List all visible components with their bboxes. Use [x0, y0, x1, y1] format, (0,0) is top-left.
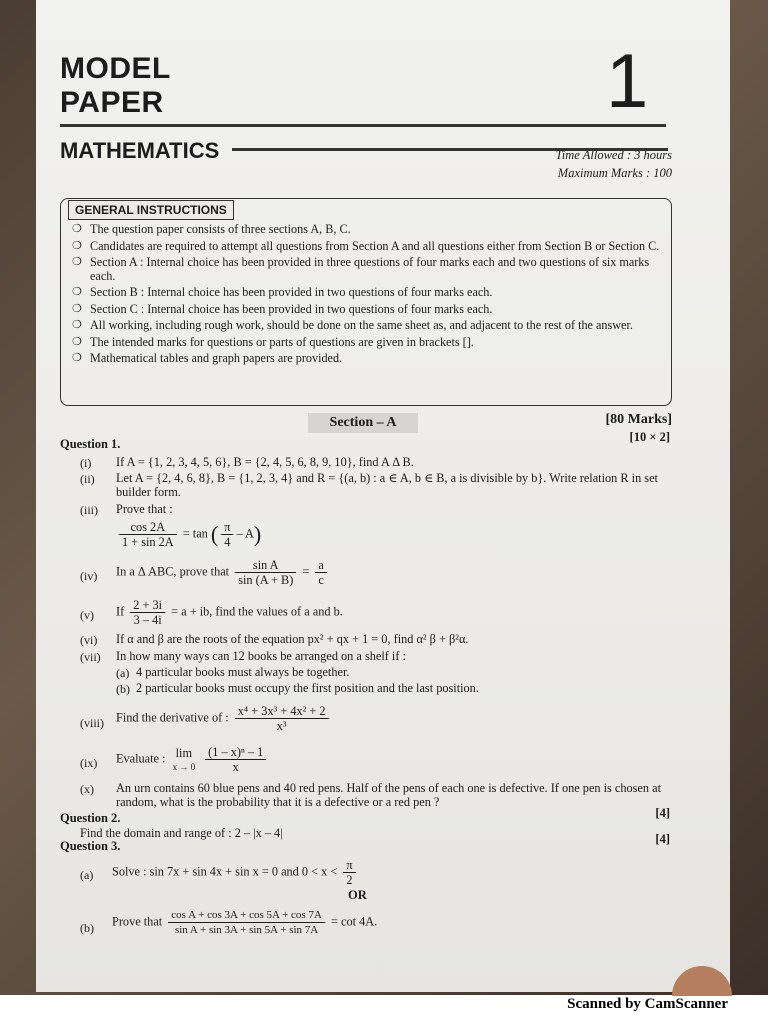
sub-part-label: (a)	[116, 666, 130, 680]
fraction: $\frac{\pi}{4}$	[221, 520, 233, 549]
q1-part-vii-a-text: 4 particular books must always be together.	[136, 665, 350, 679]
part-number: (vi)	[80, 633, 98, 647]
fraction: $\frac{\pi}{2}$	[343, 858, 355, 887]
fraction: $\frac{\text{x⁴ + 3x³ + 4x² + 2}}{\text{x³}}$	[235, 704, 329, 733]
part-number: (x)	[80, 782, 94, 796]
section-a-heading: Section – A	[308, 413, 418, 433]
title-line-1: MODEL	[60, 52, 171, 85]
paper-number: 1	[606, 39, 649, 124]
fraction: $\frac{\cos 2A}{1 + \sin 2A}$	[119, 520, 177, 549]
model-paper-title	[60, 52, 171, 120]
q1-part-vii-text: In how many ways can 12 books be arranged on a shelf if :	[116, 649, 406, 663]
part-number: (a)	[80, 868, 94, 882]
fraction: $\frac{\text{sin A}}{\sin (A + B)}$	[235, 558, 296, 587]
question-2-text: Find the domain and range of : 2 – |x – 4|	[80, 826, 283, 840]
part-number: (iv)	[80, 569, 98, 583]
instructions-list	[72, 223, 666, 369]
section-a-total-marks: [80 Marks]	[605, 412, 672, 427]
sub-part-label: (b)	[116, 682, 130, 696]
instruction-item: ❍ Section B : Internal choice has been provided in two questions of four marks each.	[72, 285, 493, 299]
limit-symbol: lim x → 0	[172, 745, 196, 772]
part-number: (ix)	[80, 756, 98, 770]
title-line-2: PAPER	[60, 86, 164, 119]
q1-part-ii-text: Let A = {2, 4, 6, 8}, B = {1, 2, 3, 4} and R = {(a, b) : a ∈ A, b ∈ B, a is divisible by b}. Write relation R in set builder form.	[116, 471, 658, 499]
part-number: (vii)	[80, 650, 101, 664]
circle-bullet-icon: ❍	[72, 239, 82, 252]
q1-part-viii-text: Find the derivative of : $\frac{\text{x⁴ + 3x³ + 4x² + 2}}{\text{x³}}$	[116, 704, 332, 733]
part-number: (v)	[80, 608, 94, 622]
section-a-marks-split: [10 × 2]	[629, 430, 670, 444]
q1-part-iv-text: In a Δ ABC, prove that $\frac{\text{sin A}}{\sin (A + B)}$ = $\frac{a}{c}$	[116, 558, 330, 587]
circle-bullet-icon: ❍	[72, 319, 82, 331]
fraction: $\frac{\text{(1 – x)ⁿ – 1}}{x}$	[205, 745, 266, 774]
instruction-item: ❍ Section C : Internal choice has been provided in two questions of four marks each.	[72, 301, 493, 316]
part-number: (ii)	[80, 472, 95, 486]
fraction: $\frac{a}{c}$	[315, 558, 326, 587]
circle-bullet-icon: ❍	[72, 286, 82, 298]
circle-bullet-icon: ❍	[72, 302, 82, 315]
time-allowed: Time Allowed : 3 hours	[555, 148, 672, 162]
or-separator: OR	[348, 888, 367, 902]
q1-part-vi-text: If α and β are the roots of the equation px² + qx + 1 = 0, find α² β + β²α.	[116, 632, 469, 646]
part-number: (iii)	[80, 503, 98, 517]
instruction-item: ❍ Section A : Internal choice has been provided in three questions of four marks each and two questions of six marks each.	[72, 255, 650, 283]
instruction-item: ❍ Candidates are required to attempt all questions from Section A and all questions either from Section B or Section C.	[72, 238, 660, 253]
question-3-label: Question 3.	[60, 839, 121, 853]
question-2-label: Question 2.	[60, 811, 121, 825]
instruction-item: ❍ The question paper consists of three sections A, B, C.	[72, 222, 351, 236]
part-number: (viii)	[80, 716, 104, 730]
subject-heading: MATHEMATICS	[60, 138, 220, 163]
question-2-marks: [4]	[655, 806, 670, 820]
instruction-item: ❍ Mathematical tables and graph papers are provided.	[72, 351, 343, 365]
q1-part-i-text: If A = {1, 2, 3, 4, 5, 6}, B = {2, 4, 5, 6, 8, 9, 10}, find A Δ B.	[116, 455, 414, 469]
fraction: $\frac{\text{cos A + cos 3A + cos 5A + cos 7A}}{\text{sin A + sin 3A + sin 5A + sin 7A}}$	[168, 908, 325, 937]
q1-part-iii-equation: $\frac{\cos 2A}{1 + \sin 2A}$ = tan ( $\frac{\pi}{4}$ – A)	[116, 520, 261, 549]
question-3-a-text: Solve : sin 7x + sin 4x + sin x = 0 and 0 < x < $\frac{\pi}{2}$	[112, 858, 359, 887]
part-number: (i)	[80, 456, 92, 470]
q1-part-iii-text: Prove that :	[116, 502, 173, 516]
part-number: (b)	[80, 921, 94, 935]
instruction-item: ❍ All working, including rough work, should be done on the same sheet as, and adjacent to the rest of the answer.	[72, 318, 633, 332]
q1-part-vii-b-text: 2 particular books must occupy the first position and the last position.	[136, 681, 479, 695]
scanner-watermark: Scanned by CamScanner	[567, 996, 728, 1012]
fraction: $\frac{2 + 3i}{3 - 4i}$	[130, 598, 165, 627]
q1-part-v-text: If $\frac{2 + 3i}{3 - 4i}$ = a + ib, find the values of a and b.	[116, 598, 343, 627]
circle-bullet-icon: ❍	[72, 335, 82, 348]
circle-bullet-icon: ❍	[72, 223, 82, 235]
instructions-title: GENERAL INSTRUCTIONS	[68, 200, 234, 220]
circle-bullet-icon: ❍	[72, 256, 82, 268]
question-3-b-text: Prove that $\frac{\text{cos A + cos 3A + cos 5A + cos 7A}}{\text{sin A + sin 3A + sin 5A + sin 7A}}$ = cot 4A.	[112, 909, 378, 936]
q1-part-ix-text: Evaluate : lim x → 0 $\frac{\text{(1 – x)ⁿ – 1}}{x}$	[116, 745, 269, 774]
instruction-item: ❍ The intended marks for questions or parts of questions are given in brackets [].	[72, 334, 474, 349]
maximum-marks: Maximum Marks : 100	[557, 166, 672, 180]
paper-sheet	[36, 0, 730, 992]
divider-line	[60, 124, 666, 127]
circle-bullet-icon: ❍	[72, 352, 82, 364]
question-3-marks: [4]	[655, 832, 670, 846]
question-1-label: Question 1.	[60, 437, 121, 451]
q1-part-x-text: An urn contains 60 blue pens and 40 red pens. Half of the pens of each one is defective. If one pen is chosen at random, what is the probability that it is a defective or a red pen ?	[116, 781, 661, 809]
